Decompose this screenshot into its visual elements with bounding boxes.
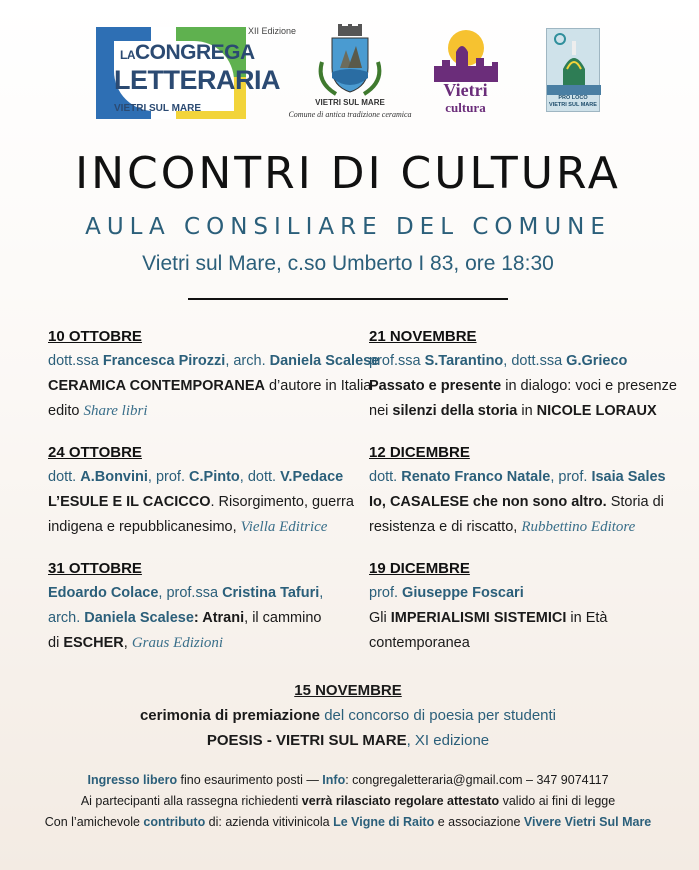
edition-label: XII Edizione	[248, 26, 297, 36]
event-21-novembre	[369, 324, 699, 424]
event-10-ottobre	[48, 324, 378, 424]
event-publisher: indigena e repubblicanesimo, Viella Editrice	[48, 519, 328, 535]
footer-info	[0, 770, 696, 833]
logo-text: VIETRI SUL MARE	[114, 103, 202, 114]
event-topic: Gli IMPERIALISMI SISTEMICI in Età	[369, 610, 608, 626]
event-date: 10 OTTOBRE	[48, 328, 142, 345]
logo-text: PRO LOCO	[558, 95, 588, 101]
divider	[188, 298, 508, 300]
logo-text: VIETRI SUL MARE	[549, 102, 597, 108]
event-speakers: dott.ssa Francesca Pirozzi, arch. Daniela Scalese	[48, 353, 380, 369]
event-topic: Passato e presente in dialogo: voci e presenze	[369, 378, 677, 394]
event-date: 15 NOVEMBRE	[294, 682, 402, 699]
event-speakers: Edoardo Colace, prof.ssa Cristina Tafuri,	[48, 585, 324, 601]
comune-motto: Comune di antica tradizione ceramica	[288, 110, 412, 119]
event-publisher: di ESCHER, Graus Edizioni	[48, 635, 224, 651]
event-date: 21 NOVEMBRE	[369, 328, 477, 345]
event-19-dicembre	[369, 556, 699, 656]
logo-text: CONGREGA	[135, 41, 255, 64]
event-date: 19 DICEMBRE	[369, 560, 470, 577]
logo-text: LA	[120, 48, 135, 62]
venue-address: Vietri sul Mare, c.so Umberto I 83, ore 18:30	[142, 252, 554, 275]
event-topic: CERAMICA CONTEMPORANEA d’autore in Italia	[48, 378, 372, 394]
event-publisher: resistenza e di riscatto, Rubbettino Editore	[369, 519, 636, 535]
event-publisher: edito Share libri	[48, 403, 148, 419]
event-topic: L’ESULE E IL CACICCO. Risorgimento, guerra	[48, 494, 354, 510]
event-12-dicembre	[369, 440, 699, 540]
logo-text: cultura	[445, 100, 486, 115]
info-line: Ingresso libero fino esaurimento posti — Info: congregaletteraria@gmail.com – 347 9074117	[87, 773, 609, 787]
event-topic-cont: contemporanea	[369, 635, 470, 651]
logo-text: Vietri	[443, 80, 488, 100]
comune-name: VIETRI SUL MARE	[315, 98, 385, 107]
comune-crest-logo	[290, 22, 410, 122]
logo-text: LETTERARIA	[114, 65, 280, 95]
event-topic-cont: nei silenzi della storia in NICOLE LORAUX	[369, 403, 657, 419]
event-speakers: dott. Renato Franco Natale, prof. Isaia Sales	[369, 469, 666, 485]
crest-icon	[290, 22, 410, 98]
vietri-skyline-icon	[428, 26, 503, 82]
dome-icon	[547, 29, 601, 95]
vietri-cultura-logo	[428, 26, 503, 116]
event-date: 24 OTTOBRE	[48, 444, 142, 461]
logo-bar	[0, 22, 696, 127]
certificate-line: Ai partecipanti alla rassegna richiedenti verrà rilasciato regolare attestato valido ai fini di legge	[80, 794, 616, 808]
event-speakers: prof.ssa S.Tarantino, dott.ssa G.Grieco	[369, 353, 628, 369]
sponsor-line: Con l’amichevole contributo di: azienda vitivinicola Le Vigne di Raito e associazione Vivere Vietri Sul Mare	[44, 815, 652, 829]
event-speakers: dott. A.Bonvini, prof. C.Pinto, dott. V.Pedace	[48, 469, 344, 485]
venue-title: AULA CONSILIARE DEL COMUNE	[85, 214, 611, 240]
event-speakers: prof. Giuseppe Foscari	[369, 585, 524, 601]
event-date: 31 OTTOBRE	[48, 560, 142, 577]
award-ceremony	[0, 678, 696, 753]
event-date: 12 DICEMBRE	[369, 444, 470, 461]
event-31-ottobre	[48, 556, 378, 656]
contest-line: POESIS - VIETRI SUL MARE, XI edizione	[206, 732, 490, 749]
page-title: INCONTRI DI CULTURA	[75, 148, 621, 199]
event-topic: Io, CASALESE che non sono altro. Storia di	[369, 494, 664, 510]
pro-loco-logo	[546, 28, 600, 112]
ceremony-line: cerimonia di premiazione del concorso di poesia per studenti	[139, 707, 557, 724]
event-24-ottobre	[48, 440, 378, 540]
event-topic: arch. Daniela Scalese: Atrani, il cammino	[48, 610, 322, 626]
